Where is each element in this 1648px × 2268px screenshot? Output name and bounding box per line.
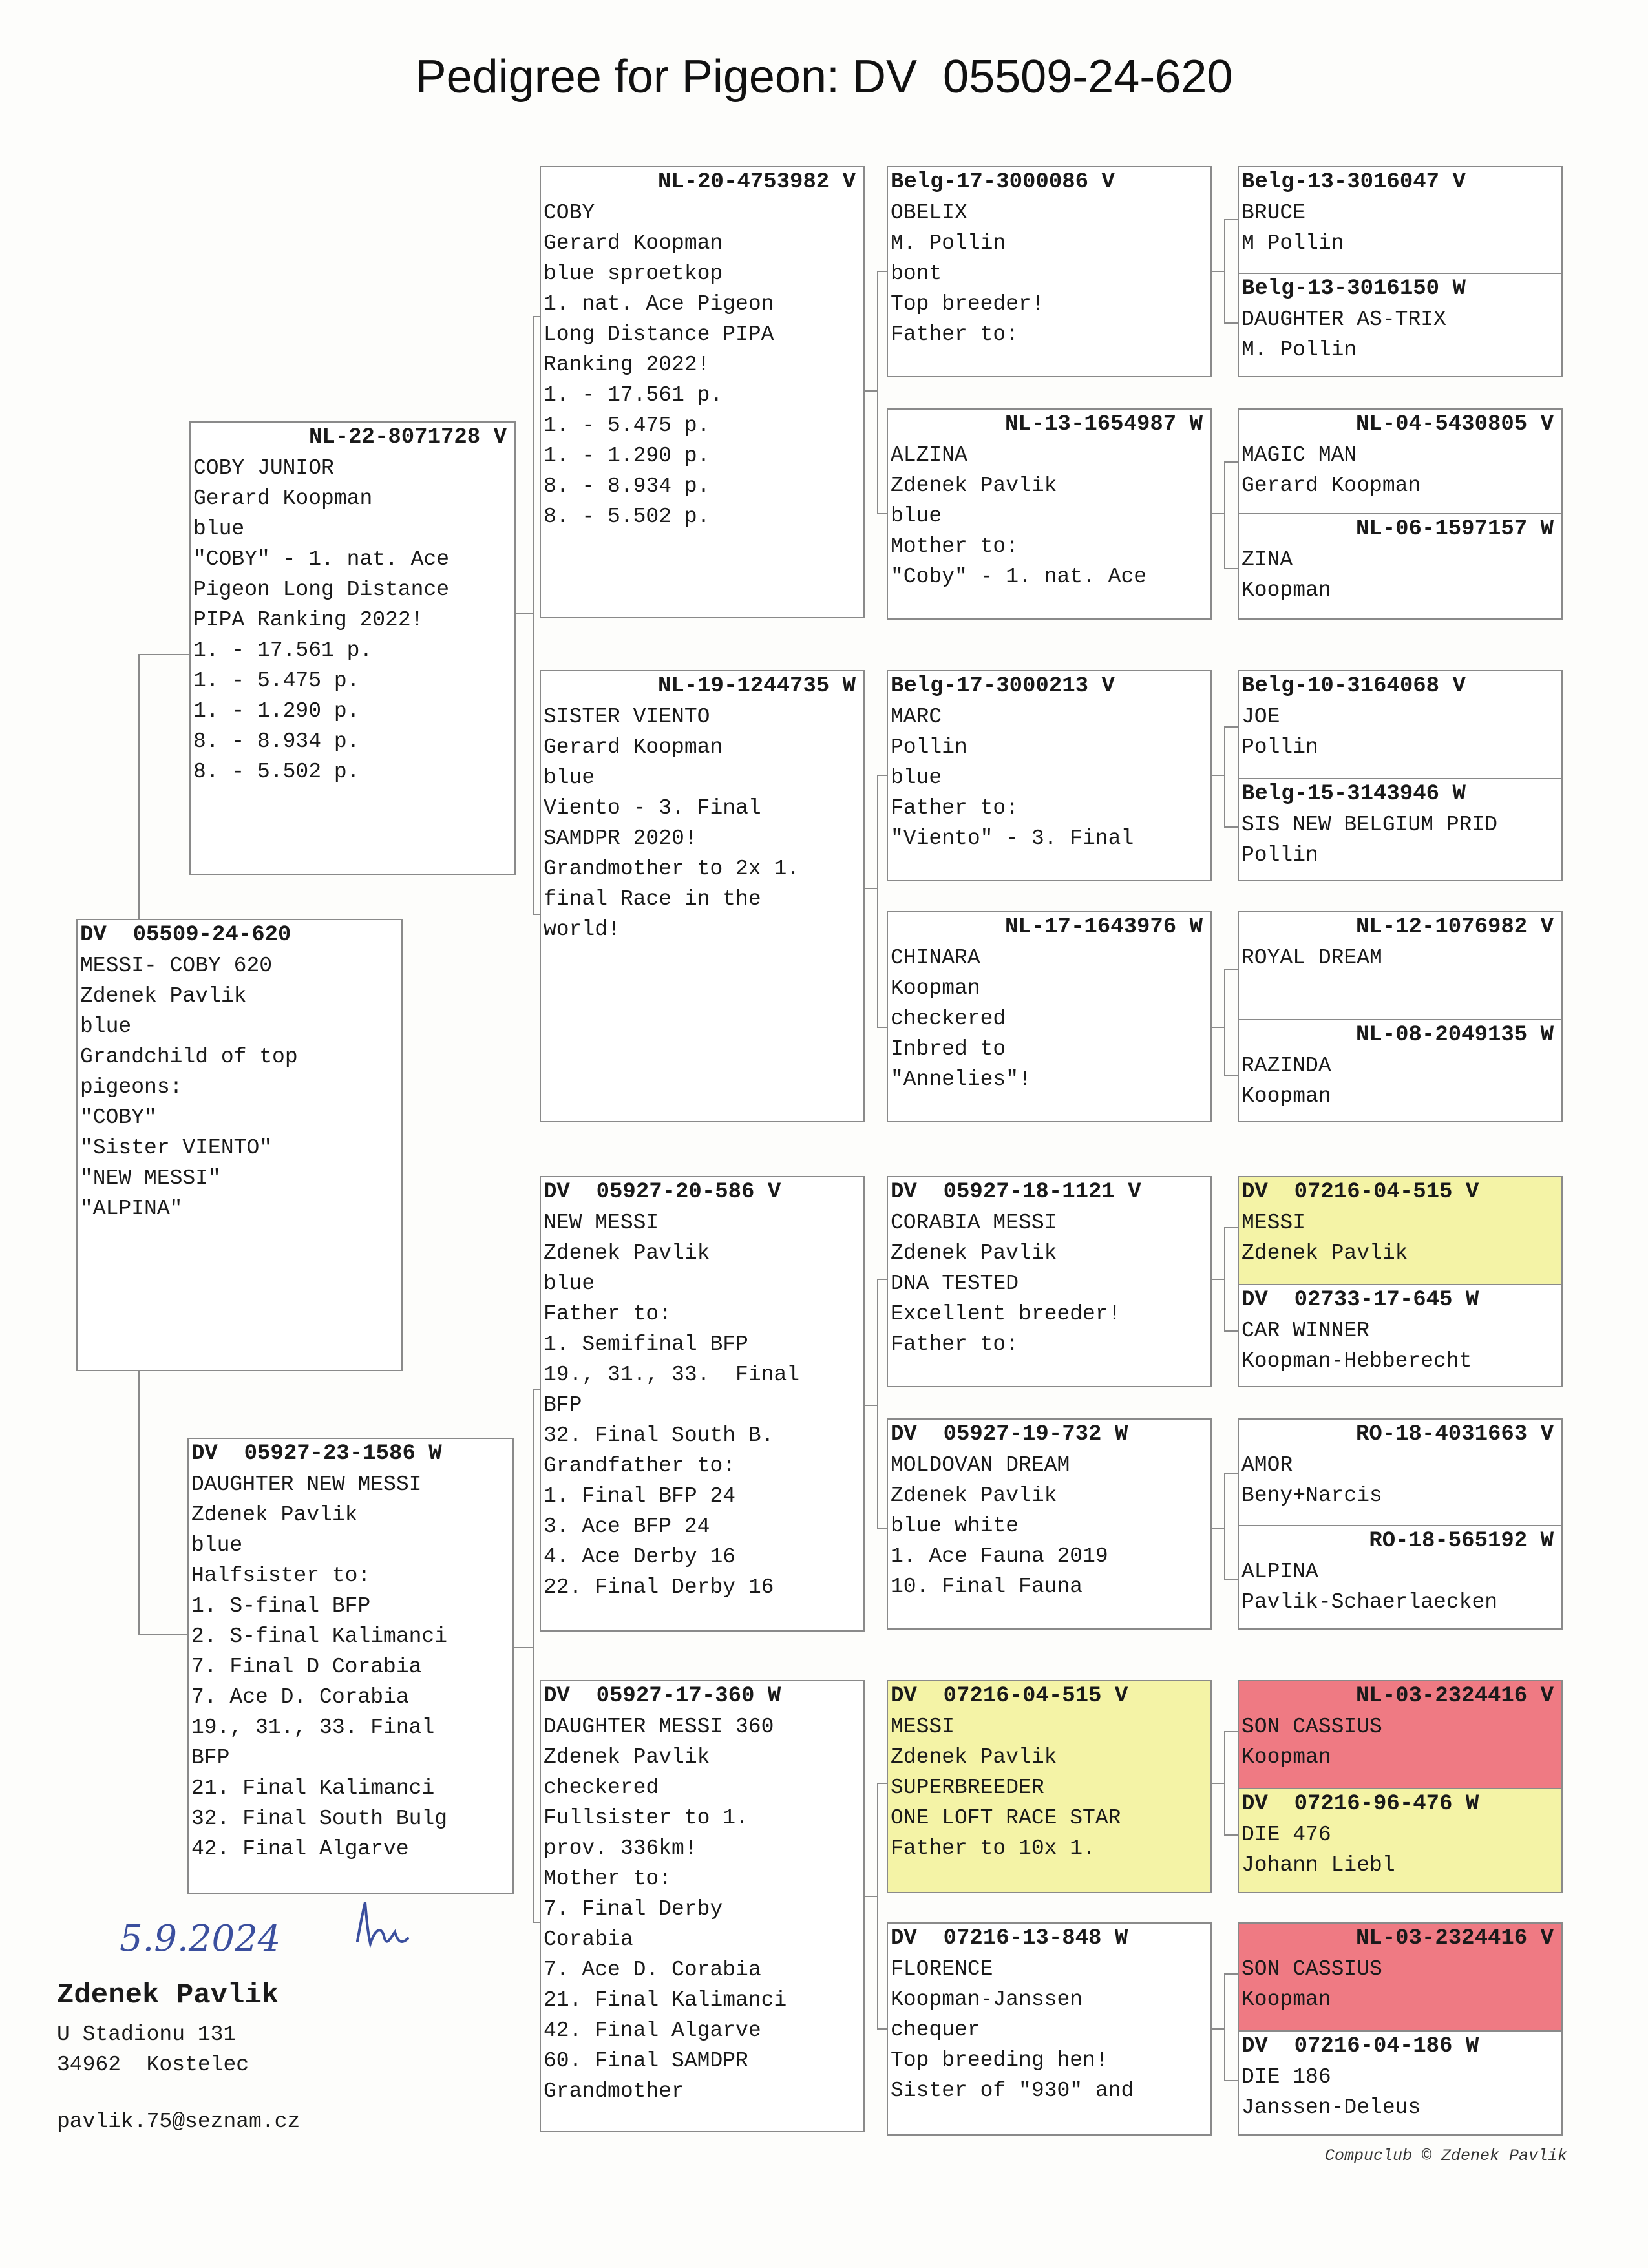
detail-line: SISTER VIENTO (544, 705, 710, 729)
gggp-details (1241, 810, 1559, 870)
great-grandparent-details (891, 1208, 1208, 1360)
detail-line: 7. Ace D. Corabia (544, 1958, 761, 1982)
detail-line: SAMDPR 2020! (544, 826, 697, 850)
gggp-pair-box (1238, 1680, 1563, 1893)
detail-line: Mother to: (891, 534, 1019, 558)
detail-line: 1. - 1.290 p. (544, 444, 710, 468)
detail-line: "ALPINA" (80, 1197, 183, 1221)
gggp-dam (1239, 273, 1561, 377)
gggp-sire (1239, 1420, 1561, 1525)
grandparent-ring: NL-20-4753982 V (657, 170, 856, 194)
detail-line: CAR WINNER (1241, 1319, 1370, 1343)
detail-line: Zdenek Pavlik (191, 1503, 358, 1527)
detail-line: Zdenek Pavlik (891, 1745, 1057, 1769)
detail-line: DIE 186 (1241, 2065, 1331, 2089)
detail-line: prov. 336km! (544, 1836, 697, 1860)
detail-line: Zdenek Pavlik (80, 984, 247, 1008)
detail-line: 1. Ace Fauna 2019 (891, 1544, 1108, 1568)
gggp-ring: DV 07216-04-186 W (1241, 2034, 1479, 2059)
detail-line: Grandmother (544, 2079, 684, 2103)
detail-line: 10. Final Fauna (891, 1575, 1083, 1599)
gggp-sire (1239, 1924, 1561, 2030)
detail-line: MOLDOVAN DREAM (891, 1453, 1070, 1477)
detail-line: M. Pollin (1241, 338, 1357, 362)
footer-copyright: Compuclub © Zdenek Pavlik (1324, 2147, 1567, 2165)
gggp-details (1241, 1208, 1559, 1268)
grandparent-ring: DV 05927-20-586 V (544, 1180, 781, 1204)
signature-date: 5.9.2024 (120, 1918, 281, 1960)
gggp-details (1241, 702, 1559, 762)
gggp-pair-box (1238, 670, 1563, 881)
dam-box (187, 1438, 514, 1894)
detail-line: 22. Final Derby 16 (544, 1575, 774, 1599)
detail-line: RAZINDA (1241, 1054, 1331, 1078)
detail-line: Koopman (1241, 1084, 1331, 1108)
gggp-ring: DV 07216-96-476 W (1241, 1792, 1479, 1816)
detail-line: Koopman-Hebberecht (1241, 1349, 1472, 1373)
detail-line: Excellent breeder! (891, 1302, 1121, 1326)
gggp-ring: NL-03-2324416 V (1355, 1684, 1554, 1708)
detail-line: 8. - 8.934 p. (544, 474, 710, 498)
detail-line: DAUGHTER NEW MESSI (191, 1473, 422, 1496)
great-grandparent-box (887, 911, 1212, 1122)
great-grandparent-details (891, 1954, 1208, 2106)
great-grandparent-details (891, 702, 1208, 854)
gggp-pair-box (1238, 1176, 1563, 1387)
detail-line: 2. S-final Kalimanci (191, 1624, 448, 1648)
detail-line: 19., 31., 33. Final (544, 1363, 800, 1387)
detail-line: 7. Ace D. Corabia (191, 1685, 409, 1709)
detail-line: COBY JUNIOR (193, 456, 334, 480)
detail-line: PIPA Ranking 2022! (193, 608, 424, 632)
detail-line: Zdenek Pavlik (891, 1241, 1057, 1265)
detail-line: Janssen-Deleus (1241, 2095, 1421, 2119)
detail-line: Pollin (1241, 843, 1318, 867)
detail-line: Pavlik-Schaerlaecken (1241, 1590, 1498, 1614)
detail-line: DNA TESTED (891, 1272, 1019, 1296)
gggp-sire (1239, 912, 1561, 1019)
detail-line: Zdenek Pavlik (891, 474, 1057, 498)
detail-line: Gerard Koopman (544, 735, 723, 759)
gggp-sire (1239, 1681, 1561, 1788)
detail-line: MARC (891, 705, 942, 729)
detail-line: MESSI (1241, 1211, 1306, 1235)
grandparent-ring: NL-19-1244735 W (657, 674, 856, 698)
detail-line: 19., 31., 33. Final (191, 1716, 435, 1739)
detail-line: blue (544, 766, 595, 790)
gggp-details (1241, 2062, 1559, 2123)
detail-line: Gerard Koopman (193, 487, 373, 510)
detail-line: Fullsister to 1. (544, 1806, 748, 1830)
owner-email: pavlik.75@seznam.cz (57, 2110, 301, 2134)
detail-line: BFP (544, 1393, 582, 1417)
gggp-ring: Belg-13-3016047 V (1241, 170, 1466, 194)
detail-line: world! (544, 918, 620, 941)
detail-line: BFP (191, 1746, 230, 1770)
detail-line: Father to: (891, 796, 1019, 820)
granddam-dam-box (540, 1680, 865, 2132)
detail-line: SUPERBREEDER (891, 1776, 1044, 1800)
detail-line: Koopman (1241, 578, 1331, 602)
detail-line: SIS NEW BELGIUM PRID (1241, 813, 1498, 837)
detail-line: Top breeder! (891, 292, 1044, 316)
detail-line: Koopman (1241, 1745, 1331, 1769)
detail-line: 1. S-final BFP (191, 1594, 371, 1618)
grandparent-ring: DV 05927-17-360 W (544, 1684, 781, 1708)
page-title: Pedigree for Pigeon: DV 05509-24-620 (415, 51, 1233, 103)
detail-line: Koopman (1241, 1988, 1331, 2011)
detail-line: CORABIA MESSI (891, 1211, 1057, 1235)
detail-line: Ranking 2022! (544, 353, 710, 377)
detail-line: ALZINA (891, 443, 967, 467)
gggp-ring: NL-03-2324416 V (1355, 1926, 1554, 1951)
gggp-pair-box (1238, 1418, 1563, 1630)
detail-line: blue (891, 504, 942, 528)
gggp-pair-box (1238, 408, 1563, 620)
gggp-sire (1239, 167, 1561, 273)
gggp-ring: DV 07216-04-515 V (1241, 1180, 1479, 1204)
detail-line: 1. - 5.475 p. (544, 414, 710, 437)
great-grandparent-details (891, 440, 1208, 592)
detail-line: Zdenek Pavlik (544, 1745, 710, 1769)
gggp-details (1241, 1316, 1559, 1376)
detail-line: Viento - 3. Final (544, 796, 761, 820)
detail-line: FLORENCE (891, 1957, 993, 1981)
detail-line: Pollin (1241, 735, 1318, 759)
great-grandparent-box (887, 1922, 1212, 2136)
grandparent-details (544, 1712, 861, 2106)
detail-line: "COBY" (80, 1106, 157, 1129)
detail-line: Gerard Koopman (544, 231, 723, 255)
great-grandparent-box (887, 1680, 1212, 1893)
detail-line: Pigeon Long Distance (193, 578, 450, 602)
detail-line: BRUCE (1241, 201, 1306, 225)
detail-line: 32. Final South Bulg (191, 1807, 448, 1831)
detail-line: M. Pollin (891, 231, 1006, 255)
detail-line: JOE (1241, 705, 1280, 729)
sire-box (189, 421, 516, 875)
detail-line: Zdenek Pavlik (544, 1241, 710, 1265)
detail-line: chequer (891, 2018, 980, 2042)
detail-line: blue (193, 517, 245, 541)
detail-line: DAUGHTER MESSI 360 (544, 1715, 774, 1739)
detail-line: Long Distance PIPA (544, 322, 774, 346)
detail-line: checkered (544, 1776, 659, 1800)
detail-line: Koopman-Janssen (891, 1988, 1083, 2011)
detail-line: 1. Semifinal BFP (544, 1332, 748, 1356)
gggp-details (1241, 1712, 1559, 1772)
detail-line: 8. - 5.502 p. (544, 505, 710, 529)
gggp-ring: NL-12-1076982 V (1355, 915, 1554, 940)
great-grandparent-box (887, 1176, 1212, 1387)
detail-line: Koopman (891, 976, 980, 1000)
detail-line: 1. - 17.561 p. (193, 638, 373, 662)
signature-mark (346, 1898, 436, 1950)
great-grandparent-details (891, 198, 1208, 350)
detail-line: pigeons: (80, 1075, 183, 1099)
detail-line: bont (891, 262, 942, 286)
detail-line: 42. Final Algarve (544, 2019, 761, 2042)
pigeon-details (80, 950, 399, 1224)
detail-line: 32. Final South B. (544, 1423, 774, 1447)
detail-line: Gerard Koopman (1241, 474, 1421, 498)
dam-details (191, 1469, 510, 1864)
gggp-dam (1239, 1525, 1561, 1630)
gggp-ring: RO-18-565192 W (1369, 1529, 1554, 1553)
gggp-details (1241, 1450, 1559, 1511)
detail-line: blue (80, 1014, 132, 1038)
detail-line: Father to 10x 1. (891, 1836, 1095, 1860)
great-grandparent-ring: DV 07216-04-515 V (891, 1684, 1128, 1708)
detail-line: blue (544, 1272, 595, 1296)
detail-line: Inbred to (891, 1037, 1006, 1061)
gggp-dam (1239, 1788, 1561, 1893)
gggp-details (1241, 1954, 1559, 2015)
gggp-details (1241, 1051, 1559, 1111)
detail-line: Father to: (544, 1302, 672, 1326)
gggp-dam (1239, 2030, 1561, 2136)
detail-line: 7. Final D Corabia (191, 1655, 422, 1679)
great-grandparent-ring: NL-13-1654987 W (1004, 412, 1203, 437)
dam-ring: DV 05927-23-1586 W (191, 1442, 442, 1466)
detail-line: 1. - 5.475 p. (193, 669, 360, 693)
detail-line: "Viento" - 3. Final (891, 826, 1134, 850)
great-grandparent-ring: NL-17-1643976 W (1004, 915, 1203, 940)
detail-line: NEW MESSI (544, 1211, 659, 1235)
detail-line: "Annelies"! (891, 1067, 1031, 1091)
gggp-sire (1239, 410, 1561, 513)
gggp-dam (1239, 1284, 1561, 1387)
detail-line: DAUGHTER AS-TRIX (1241, 308, 1446, 331)
detail-line: 4. Ace Derby 16 (544, 1545, 736, 1569)
detail-line: blue (191, 1533, 243, 1557)
owner-name: Zdenek Pavlik (57, 1979, 279, 2011)
gggp-ring: RO-18-4031663 V (1355, 1422, 1554, 1447)
sire-details (193, 453, 512, 787)
detail-line: blue white (891, 1514, 1019, 1538)
sire-ring: NL-22-8071728 V (308, 425, 507, 450)
great-grandparent-details (891, 943, 1208, 1095)
detail-line: DIE 476 (1241, 1823, 1331, 1847)
detail-line: CHINARA (891, 946, 980, 970)
granddam-sire-box (540, 670, 865, 1122)
detail-line: final Race in the (544, 887, 761, 911)
detail-line: Corabia (544, 1927, 633, 1951)
gggp-pair-box (1238, 1922, 1563, 2136)
gggp-sire (1239, 671, 1561, 778)
gggp-details (1241, 943, 1559, 973)
gggp-details (1241, 1820, 1559, 1880)
detail-line: Grandmother to 2x 1. (544, 857, 800, 881)
detail-line: checkered (891, 1007, 1006, 1031)
great-grandparent-box (887, 408, 1212, 620)
grandparent-details (544, 198, 861, 532)
detail-line: 42. Final Algarve (191, 1837, 409, 1861)
detail-line: Sister of "930" and (891, 2079, 1134, 2103)
gggp-ring: NL-08-2049135 W (1355, 1023, 1554, 1047)
great-grandparent-ring: Belg-17-3000213 V (891, 674, 1115, 698)
detail-line: 3. Ace BFP 24 (544, 1515, 710, 1538)
detail-line: 1. nat. Ace Pigeon (544, 292, 774, 316)
gggp-details (1241, 545, 1559, 605)
detail-line: "NEW MESSI" (80, 1166, 221, 1190)
detail-line: ROYAL DREAM (1241, 946, 1382, 970)
detail-line: ONE LOFT RACE STAR (891, 1806, 1121, 1830)
detail-line: Halfsister to: (191, 1564, 371, 1588)
gggp-ring: Belg-13-3016150 W (1241, 277, 1466, 301)
detail-line: M Pollin (1241, 231, 1344, 255)
detail-line: OBELIX (891, 201, 967, 225)
pigeon-ring: DV 05509-24-620 (80, 923, 291, 947)
owner-street: U Stadionu 131 (57, 2022, 237, 2046)
detail-line: Grandfather to: (544, 1454, 736, 1478)
great-grandparent-ring: DV 05927-19-732 W (891, 1422, 1128, 1447)
detail-line: "Sister VIENTO" (80, 1136, 273, 1160)
detail-line: MESSI- COBY 620 (80, 954, 273, 978)
detail-line: SON CASSIUS (1241, 1715, 1382, 1739)
detail-line: Grandchild of top (80, 1045, 298, 1069)
detail-line: "Coby" - 1. nat. Ace (891, 565, 1147, 589)
gggp-ring: Belg-10-3164068 V (1241, 674, 1466, 698)
gggp-ring: NL-06-1597157 W (1355, 517, 1554, 541)
great-grandparent-box (887, 166, 1212, 377)
grandsire-sire-box (540, 166, 865, 618)
detail-line: 1. Final BFP 24 (544, 1484, 736, 1508)
great-grandparent-details (891, 1450, 1208, 1602)
detail-line: 21. Final Kalimanci (544, 1988, 787, 2012)
gggp-details (1241, 1557, 1559, 1617)
gggp-dam (1239, 513, 1561, 620)
grandsire-dam-box (540, 1176, 865, 1632)
great-grandparent-ring: DV 05927-18-1121 V (891, 1180, 1141, 1204)
detail-line: Top breeding hen! (891, 2048, 1108, 2072)
detail-line: Zdenek Pavlik (891, 1484, 1057, 1507)
gggp-pair-box (1238, 911, 1563, 1122)
detail-line: ALPINA (1241, 1560, 1318, 1584)
owner-city: 34962 Kostelec (57, 2053, 249, 2077)
detail-line: blue (891, 766, 942, 790)
great-grandparent-box (887, 1418, 1212, 1630)
great-grandparent-ring: DV 07216-13-848 W (891, 1926, 1128, 1951)
gggp-details (1241, 304, 1559, 365)
detail-line: 8. - 8.934 p. (193, 730, 360, 753)
detail-line: Pollin (891, 735, 967, 759)
gggp-ring: NL-04-5430805 V (1355, 412, 1554, 437)
great-grandparent-box (887, 670, 1212, 881)
detail-line: Father to: (891, 322, 1019, 346)
detail-line: 1. - 17.561 p. (544, 383, 723, 407)
detail-line: Zdenek Pavlik (1241, 1241, 1408, 1265)
detail-line: 1. - 1.290 p. (193, 699, 360, 723)
gggp-details (1241, 198, 1559, 258)
detail-line: 7. Final Derby (544, 1897, 723, 1921)
detail-line: AMOR (1241, 1453, 1293, 1477)
detail-line: SON CASSIUS (1241, 1957, 1382, 1981)
gggp-sire (1239, 1177, 1561, 1284)
detail-line: MAGIC MAN (1241, 443, 1357, 467)
gggp-dam (1239, 778, 1561, 881)
detail-line: ZINA (1241, 548, 1293, 572)
gggp-dam (1239, 1019, 1561, 1122)
gggp-ring: DV 02733-17-645 W (1241, 1288, 1479, 1312)
detail-line: 21. Final Kalimanci (191, 1776, 435, 1800)
grandparent-details (544, 1208, 861, 1602)
pigeon-box (76, 919, 403, 1371)
great-grandparent-details (891, 1712, 1208, 1864)
detail-line: 8. - 5.502 p. (193, 760, 360, 784)
grandparent-details (544, 702, 861, 945)
detail-line: Johann Liebl (1241, 1853, 1395, 1877)
detail-line: Mother to: (544, 1867, 672, 1891)
detail-line: "COBY" - 1. nat. Ace (193, 547, 450, 571)
gggp-ring: Belg-15-3143946 W (1241, 782, 1466, 806)
gggp-pair-box (1238, 166, 1563, 377)
detail-line: 60. Final SAMDPR (544, 2049, 748, 2073)
detail-line: Father to: (891, 1332, 1019, 1356)
great-grandparent-ring: Belg-17-3000086 V (891, 170, 1115, 194)
detail-line: Beny+Narcis (1241, 1484, 1382, 1507)
detail-line: MESSI (891, 1715, 955, 1739)
gggp-details (1241, 440, 1559, 501)
detail-line: COBY (544, 201, 595, 225)
detail-line: blue sproetkop (544, 262, 723, 286)
